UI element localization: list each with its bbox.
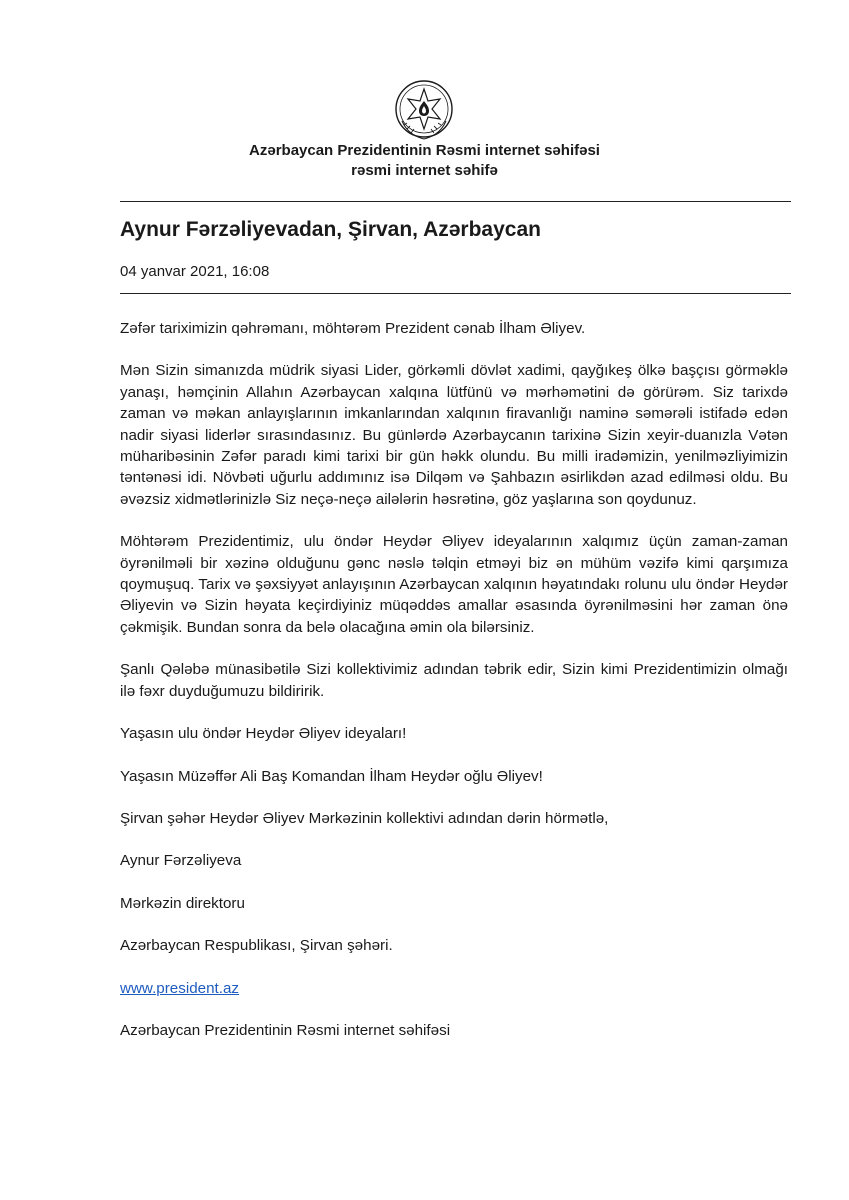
footer-site-name: Azərbaycan Prezidentinin Rəsmi internet səhifəsi: [120, 1021, 451, 1039]
paragraph-greeting: Zəfər tariximizin qəhrəmanı, möhtərəm Prezident cənab İlham Əliyev.: [120, 320, 586, 337]
azerbaijan-state-emblem-icon: [394, 79, 454, 143]
article-title: Aynur Fərzəliyevadan, Şirvan, Azərbaycan: [120, 218, 541, 241]
paragraph: Şanlı Qələbə münasibətilə Sizi kollektivimiz adından təbrik edir, Sizin kimi Prezidentimizin olmağı ilə fəxr duyduğumuzu bildiririk.: [120, 661, 788, 700]
signature-position: Mərkəzin direktoru: [120, 894, 245, 912]
paragraph-slogan: Yaşasın ulu öndər Heydər Əliyev ideyaları!: [120, 725, 407, 743]
top-divider: [120, 201, 791, 202]
article-body: [120, 318, 788, 1062]
paragraph: Möhtərəm Prezidentimiz, ulu öndər Heydər Əliyev ideyalarının xalqımız üçün zaman-zaman öyrənilməli bir xəzinə olduğunu gənc nəslə təlqin etməyi biz ən mühüm vəzifə kimi qarşımıza qoymuşuq. Tarix və şəxsiyyət anlayışının Azərbaycan xalqının həyatındakı rolunu ulu öndər Heydər Əliyevin və Sizin həyata keçirdiyiniz müqəddəs amallar əsasında öyrənilməsini hər zaman önə çəkmişik. Bundan sonra da belə olacağına əmin ola bilərsiniz.: [120, 533, 788, 636]
paragraph-closing: Şirvan şəhər Heydər Əliyev Mərkəzinin kollektivi adından dərin hörmətlə,: [120, 809, 609, 827]
signature-name: Aynur Fərzəliyeva: [120, 852, 242, 870]
paragraph-slogan: Yaşasın Müzəffər Ali Baş Komandan İlham Heydər oğlu Əliyev!: [120, 767, 543, 785]
site-name: Azərbaycan Prezidentinin Rəsmi internet səhifəsi: [249, 142, 600, 159]
site-subtitle: rəsmi internet səhifə: [351, 162, 498, 179]
paragraph: Mən Sizin simanızda müdrik siyasi Lider, görkəmli dövlət xadimi, qayğıkeş ölkə başçısı görməklə yanaşı, həmçinin Allahın Azərbaycan xalqına lütfünü və mərhəmətini də görürəm. Siz tarixdə zaman və məkan anlayışlarının imkanlarından xalqının firavanlığı naminə səmərəli istifadə edən nadir siyasi liderlər sırasındasınız. Bu günlərdə Azərbaycanın tarixinə Sizin xeyir-duanızla Vətən müharibəsinin Zəfər paradı kimi tarixi bir gün həkk olundu. Bu milli iradəmizin, yenilməzliyimizin təntənəsi idi. Növbəti uğurlu addımınız isə Dilqəm və Şahbazın əsirlikdən azad edilməsi oldu. Bu əvəzsiz xidmətlərinizlə Siz neçə-neçə ailələrin həsrətinə, göz yaşlarına son qoydunuz.: [120, 362, 788, 508]
president-website-link[interactable]: www.president.az: [120, 979, 240, 997]
header-divider: [120, 293, 791, 294]
signature-location: Azərbaycan Respublikası, Şirvan şəhəri.: [120, 937, 393, 955]
source-link-line: [120, 978, 788, 999]
article-date: 04 yanvar 2021, 16:08: [120, 263, 270, 280]
